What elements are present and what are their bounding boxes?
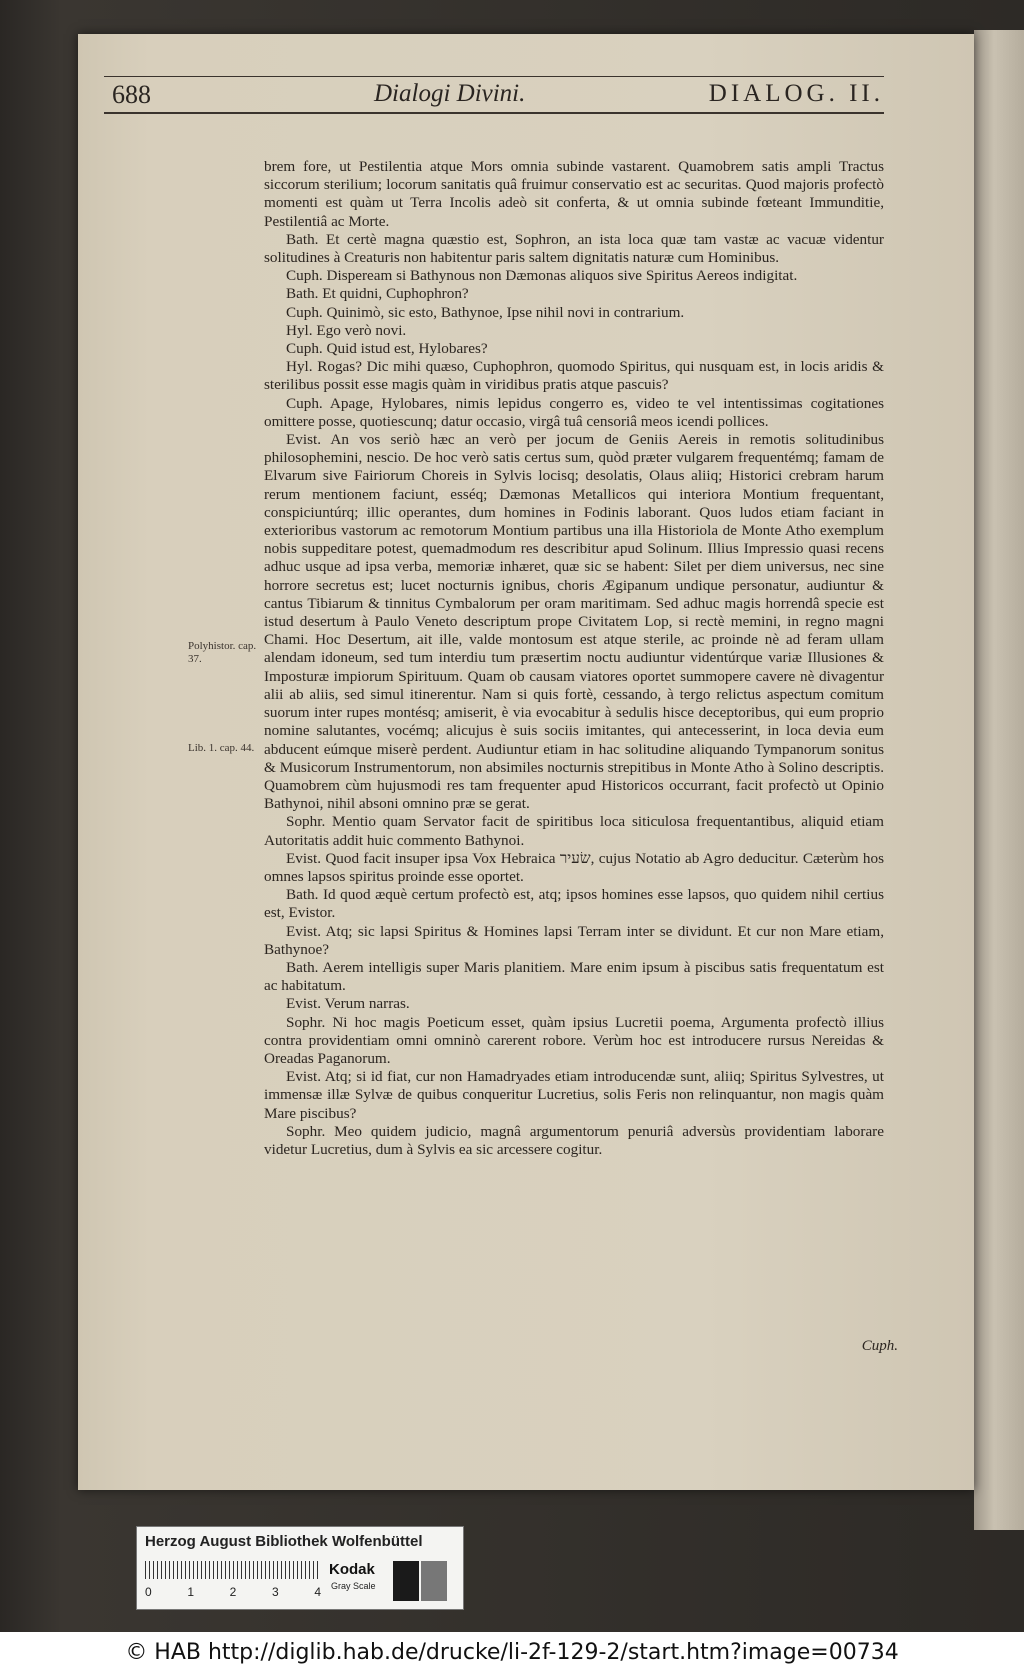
header-rule-top <box>104 76 884 77</box>
catchword: Cuph. <box>861 1338 898 1354</box>
ruler-number: 0 <box>145 1585 152 1599</box>
paragraph: Bath. Et quidni, Cuphophron? <box>286 285 469 303</box>
paragraph: Evist. Atq; si id fiat, cur non Hamadryades etiam introducendæ sunt, aliiq; Spiritus Sylvestres, ut immensæ illæ Sylvæ de quibus conqueritur Lucretius, solis Feris non relinquantur, non magis quàm Mare piscibus? <box>264 1068 884 1122</box>
header-rule-bottom <box>104 112 884 114</box>
gray-scale-label: Gray Scale <box>331 1581 376 1591</box>
paragraph: Bath. Id quod æquè certum profectò est, atq; ipsos homines esse lapsos, quo quidem nihil certius est, Evistor. <box>264 886 884 922</box>
page-number: 688 <box>112 80 151 109</box>
paragraph: Evist. Verum narras. <box>286 995 410 1013</box>
running-title: Dialogi Divini. <box>374 80 526 107</box>
copyright-footer: © HAB http://diglib.hab.de/drucke/li-2f-129-2/start.htm?image=00734 <box>125 1640 899 1665</box>
ruler-scale <box>145 1561 321 1579</box>
paragraph: Cuph. Dispeream si Bathynous non Dæmonas aliquos sive Spiritus Aereos indigitat. <box>286 267 798 285</box>
paragraph: Evist. Quod facit insuper ipsa Vox Hebraica שׂעיר, cujus Notatio ab Agro deducitur. Cæterùm hos omnes lapsos spiritus proinde esse oportet. <box>264 849 884 885</box>
kodak-brand: Kodak <box>329 1561 375 1578</box>
black-swatch <box>393 1561 419 1601</box>
paragraph: Evist. Atq; sic lapsi Spiritus & Homines lapsi Terram inter se dividunt. Et cur non Mare etiam, Bathynoe? <box>264 922 884 958</box>
ruler-number: 2 <box>229 1585 237 1599</box>
paragraph: Sophr. Meo quidem judicio, magnâ argumentorum penuriâ adversùs providentiam laborare videtur Lucretius, dum à Sylvis ea sic arcessere cogitur. <box>264 1122 884 1158</box>
paragraph: brem fore, ut Pestilentia atque Mors omnia subinde vastarent. Quamobrem satis ampli Tractus siccorum sterilium; locorum sanitatis quâ fruimur conservatio est ac securitas. Quod majoris profectò momenti est quàm ut Terra Incolis adeò sit conferta, & ut omnia subinde fœteant Immunditie, Pestilentiâ ac Morte. <box>264 158 884 230</box>
paragraph: Evist. An vos seriò hæc an verò per jocum de Geniis Aereis in remotis solitudinibus philosophemini, nescio. De hoc verò satis certus sum, quòd præter vulgarem frequentémq; famam de Elvarum sive Fairiorum Choreis in Sylvis locisq; desolatis, Olaus aliiq; Historici crebram harum rerum mentionem faciunt, esséq; Dæmonas Metallicos qui interiora Montium frequentant, conspiciuntúrq; illic operantes, dum homines in Fodinis laborant. Quos ludos etiam faciant in exterioribus vastorum ac remotorum Montium partibus una illa Historiola de Monte Atho exemplum nobis suppeditare potest, quemadmodum res describitur apud Solinum. Illius Impressio quasi recens adhuc usque ad ipsa verba, memoriæ inhæret, quæ sic se habent: Silet per diem universus, nec sine horrore secretus est; lucet nocturnis ignibus, choris Ægipanum undique personatur, audiuntur & cantus Tibiarum & tinnitus Cymbalorum per oram maritimam. Sed adhuc magis horrendâ specie est istud desertum à Paulo Veneto descriptum prope Civitatem Lop, si rectè memini, in regno magni Chami. Hoc Desertum, ait ille, valde montosum est atque sterile, ac proinde nè ad feram ullam alendam idoneum, sed tum interdiu tum præsertim noctu audiuntur videntúrque variæ Illusiones & Imposturæ impiorum Spirituum. Quam ob causam viatores oportet summopere cavere nè divagentur alii ab aliis, sed simul itinerentur. Nam si quis fortè, cessando, à tergo relictus aspectum comitum suorum inter rupes montésq; amiserit, è via evocabitur à sedulis hisce deceptoribus, qui eum proprio nomine salutantes, vocémq; alicujus è suis sociis imitantes, qui antecesserint, in loca devia eum abducent eúmque miserè perdent. Audiuntur etiam in hac solitudine aliquando Tympanorum sonitus & Musicorum Instrumentorum, non absimiles nocturnis strepitibus in Monte Atho à Solino descriptis. Quamobrem cùm hujusmodi res tam frequenter apud Historicos occurrant, facit profectò ut Opinio Bathynoi, nihil absoni omnino præ se gerat. <box>264 431 884 813</box>
ruler-number: 1 <box>187 1585 195 1599</box>
paragraph: Cuph. Quinimò, sic esto, Bathynoe, Ipse nihil novi in contrarium. <box>286 303 685 321</box>
paragraph: Bath. Et certè magna quæstio est, Sophron, an ista loca quæ tam vastæ ac vacuæ videntur solitudines à Creaturis non habitentur paris saltem dignitatis naturæ cum Hominibus. <box>264 230 884 267</box>
text-body <box>264 158 884 1159</box>
running-header <box>104 78 884 112</box>
paragraph: Sophr. Mentio quam Servator facit de spiritibus loca siticulosa frequentantibus, aliquid etiam Autoritatis addit huic commento Bathynoi. <box>264 813 884 849</box>
margin-note-lib: Lib. 1. cap. 44. <box>188 742 255 754</box>
dialog-label: DIALOG. II. <box>708 80 884 107</box>
margin-note-polyhistor: Polyhistor. cap. 37. <box>188 640 257 665</box>
library-label: Herzog August Bibliothek Wolfenbüttel <box>145 1533 423 1550</box>
ruler-numbers <box>145 1585 321 1599</box>
paragraph: Bath. Aerem intelligis super Maris planitiem. Mare enim ipsum à piscibus satis frequentatum est ac habitatum. <box>264 958 884 995</box>
paragraph: Sophr. Ni hoc magis Poeticum esset, quàm ipsius Lucretii poema, Argumenta profectò illius contra providentiam omni omninò carerent robore. Verùm hoc est introducere rursus Nereidas & Oreadas Paganorum. <box>264 1013 884 1067</box>
ruler-number: 4 <box>314 1585 321 1599</box>
paragraph: Hyl. Ego verò novi. <box>286 321 407 339</box>
color-checker-card <box>136 1526 464 1610</box>
gray-swatch <box>421 1561 447 1601</box>
paragraph: Hyl. Rogas? Dic mihi quæso, Cuphophron, quomodo Spiritus, qui nusquam est, in locis aridis & sterilibus possit esse magis quàm in viridibus pratis atque pascuis? <box>264 358 884 394</box>
paragraph: Cuph. Quid istud est, Hylobares? <box>286 340 488 358</box>
paragraph: Cuph. Apage, Hylobares, nimis lepidus congerro es, video te vel intentissimas cogitationes omittere posse, quotiescunq; datur occasio, virgâ tuâ censoriâ meos icendi pollices. <box>264 394 884 430</box>
adjacent-page-edge <box>974 30 1024 1530</box>
ruler-number: 3 <box>271 1585 279 1599</box>
